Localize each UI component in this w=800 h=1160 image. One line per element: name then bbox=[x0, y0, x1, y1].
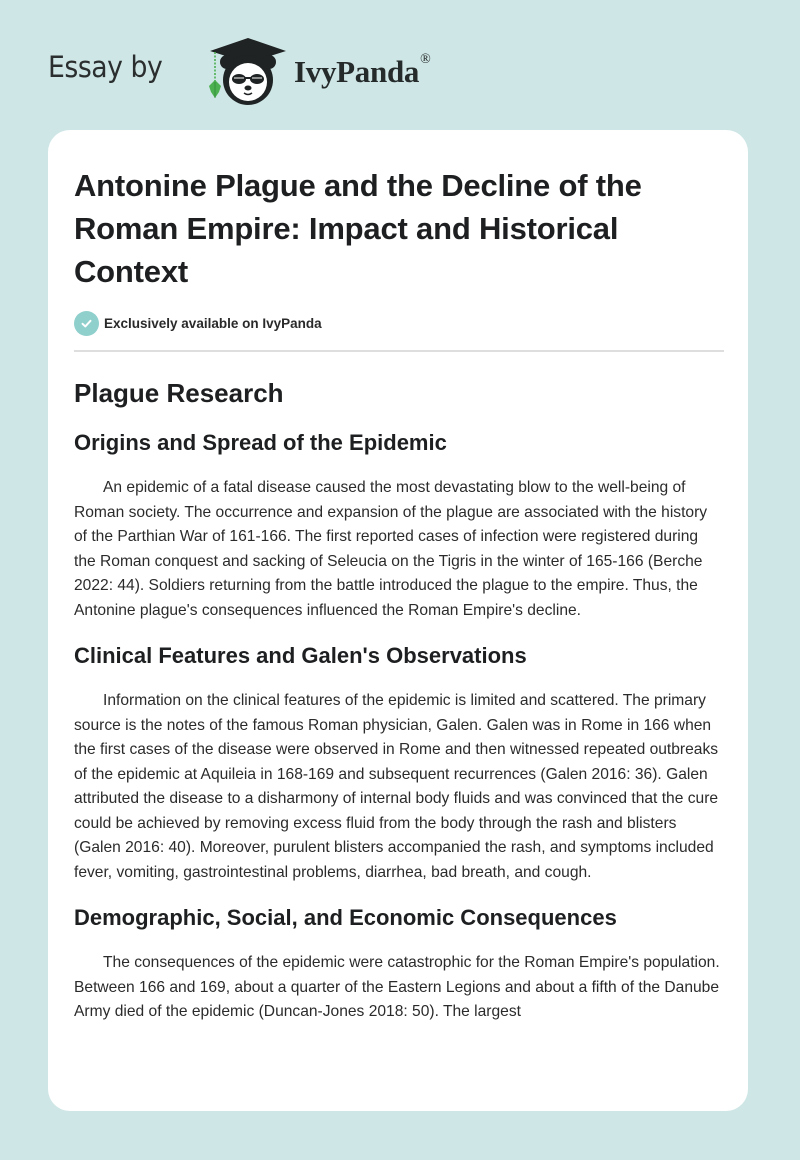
essay-card bbox=[48, 130, 748, 1111]
paragraph-clinical: Information on the clinical features of the epidemic is limited and scattered. The primary source is the notes of the famous Roman physician, Galen. Galen was in Rome in 166 when the first cases of the disease were observed in Rome and then witnessed repeated outbreaks of the epidemic at Aquileia in 168-169 and subsequent recurrences (Galen 2016: 36). Galen attributed the disease to a disharmony of internal body fluids and was convinced that the cure could be achieved by removing excess fluid from the body through the rash and blisters (Galen 2016: 40). Moreover, purulent blisters accompanied the rash, and symptoms included fever, vomiting, gastrointestinal problems, diarrhea, bad breath, and cough. bbox=[74, 692, 719, 881]
ivy-leaf-icon bbox=[209, 80, 221, 98]
brand-logo-text[interactable] bbox=[294, 54, 430, 90]
check-circle-icon bbox=[74, 311, 99, 336]
divider bbox=[74, 350, 724, 352]
brand-name: IvyPanda bbox=[294, 54, 420, 89]
section-heading: Plague Research bbox=[74, 378, 284, 408]
subsection-heading-consequences: Demographic, Social, and Economic Consequences bbox=[74, 905, 617, 930]
registered-mark: ® bbox=[420, 52, 431, 67]
subsection-heading-origins: Origins and Spread of the Epidemic bbox=[74, 430, 447, 455]
site-header bbox=[0, 0, 800, 130]
paragraph-consequences: The consequences of the epidemic were catastrophic for the Roman Empire's population. Between 166 and 169, about a quarter of the Eastern Legions and about a fifth of the Danube Army died of the epidemic (Duncan-Jones 2018: 50). The largest bbox=[74, 954, 720, 1020]
essay-title: Antonine Plague and the Decline of the Roman Empire: Impact and Historical Context bbox=[74, 168, 642, 289]
paragraph-origins: An epidemic of a fatal disease caused the most devastating blow to the well-being of Roman society. The occurrence and expansion of the plague are associated with the history of the Parthian War of 161-166. The first reported cases of infection were registered during the Roman conquest and sacking of Seleucia on the Tigris in the winter of 165-166 (Berche 2022: 44). Soldiers returning from the battle introduced the plague to the empire. Thus, the Antonine plague's consequences influenced the Roman Empire's decline. bbox=[74, 479, 708, 619]
subsection-heading-clinical: Clinical Features and Galen's Observations bbox=[74, 643, 527, 668]
essay-content bbox=[74, 164, 724, 1025]
panda-graduate-icon[interactable] bbox=[200, 34, 292, 108]
exclusive-label: Exclusively available on IvyPanda bbox=[104, 315, 322, 331]
essay-by-label: Essay by bbox=[48, 50, 163, 84]
exclusive-badge bbox=[74, 309, 724, 337]
